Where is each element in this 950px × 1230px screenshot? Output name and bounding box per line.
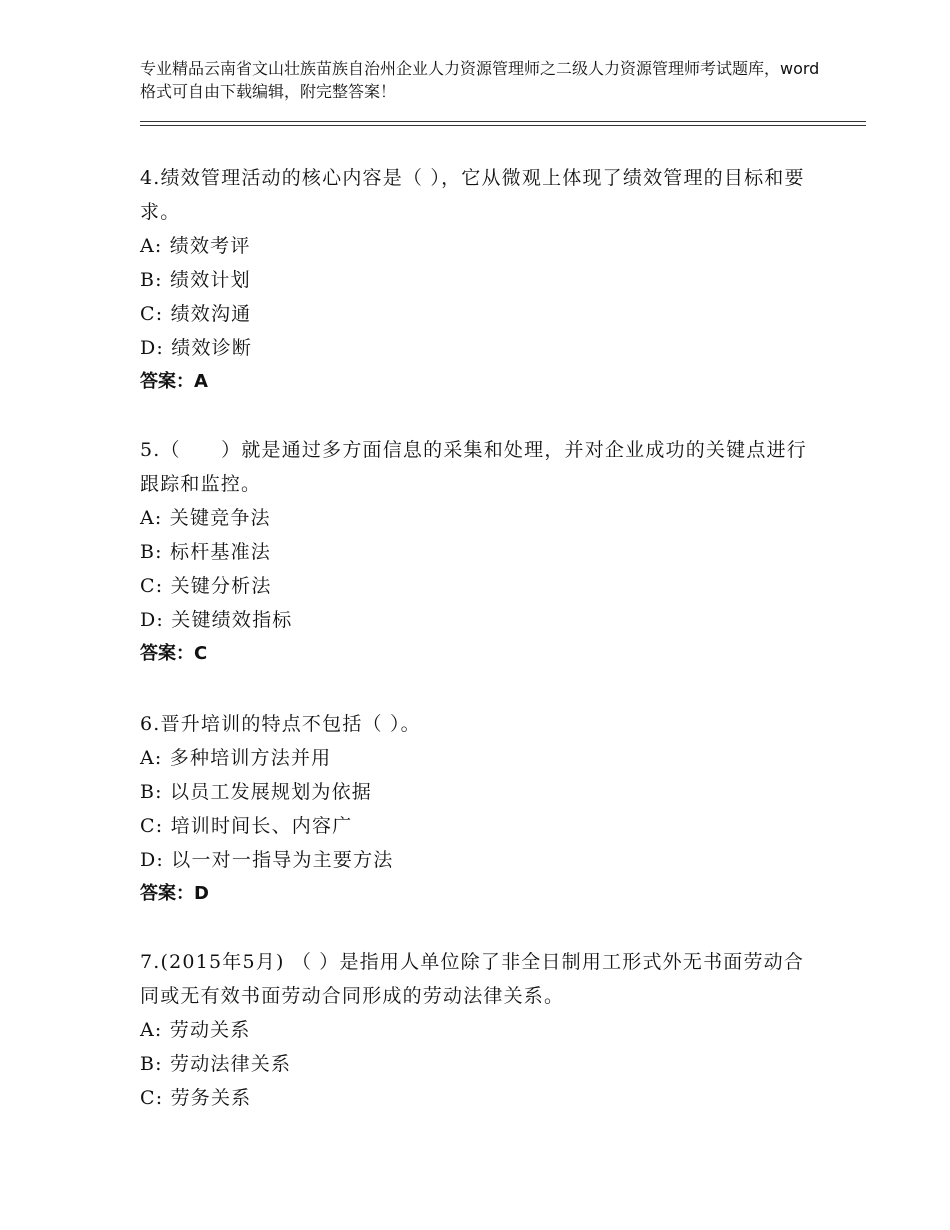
question-stem: 4.绩效管理活动的核心内容是（ ），它从微观上体现了绩效管理的目标和要求。: [140, 167, 805, 223]
question-stem: 5.（ ）就是通过多方面信息的采集和处理，并对企业成功的关键点进行跟踪和监控。: [140, 439, 807, 495]
option-a: A: 绩效考评: [140, 235, 251, 257]
answer-label: 答案：A: [140, 371, 208, 392]
option-a: A: 关键竞争法: [140, 507, 271, 529]
question-6: [140, 707, 820, 911]
question-7: [140, 945, 820, 1115]
option-b: B: 以员工发展规划为依据: [140, 781, 373, 803]
document-header: 专业精品云南省文山壮族苗族自治州企业人力资源管理师之二级人力资源管理师考试题库，word格式可自由下载编辑，附完整答案！: [140, 59, 820, 101]
option-c: C: 关键分析法: [140, 575, 272, 597]
question-stem: 7.(2015年5月) （ ）是指用人单位除了非全日制用工形式外无书面劳动合同或无有效书面劳动合同形成的劳动法律关系。: [140, 951, 805, 1007]
answer-label: 答案：C: [140, 643, 208, 664]
option-c: C: 劳务关系: [140, 1087, 252, 1109]
option-a: A: 多种培训方法并用: [140, 747, 332, 769]
option-d: D: 关键绩效指标: [140, 609, 293, 631]
header-divider-bottom: [140, 125, 866, 126]
question-stem: 6.晋升培训的特点不包括（ ）。: [140, 713, 421, 735]
option-c: C: 培训时间长、内容广: [140, 815, 353, 837]
option-a: A: 劳动关系: [140, 1019, 251, 1041]
option-d: D: 以一对一指导为主要方法: [140, 849, 394, 871]
option-d: D: 绩效诊断: [140, 337, 253, 359]
option-b: B: 标杆基准法: [140, 541, 272, 563]
question-5: [140, 433, 820, 671]
question-4: [140, 161, 820, 399]
header-divider-top: [140, 121, 866, 122]
option-b: B: 绩效计划: [140, 269, 251, 291]
answer-label: 答案：D: [140, 883, 209, 904]
option-c: C: 绩效沟通: [140, 303, 252, 325]
option-b: B: 劳动法律关系: [140, 1053, 292, 1075]
